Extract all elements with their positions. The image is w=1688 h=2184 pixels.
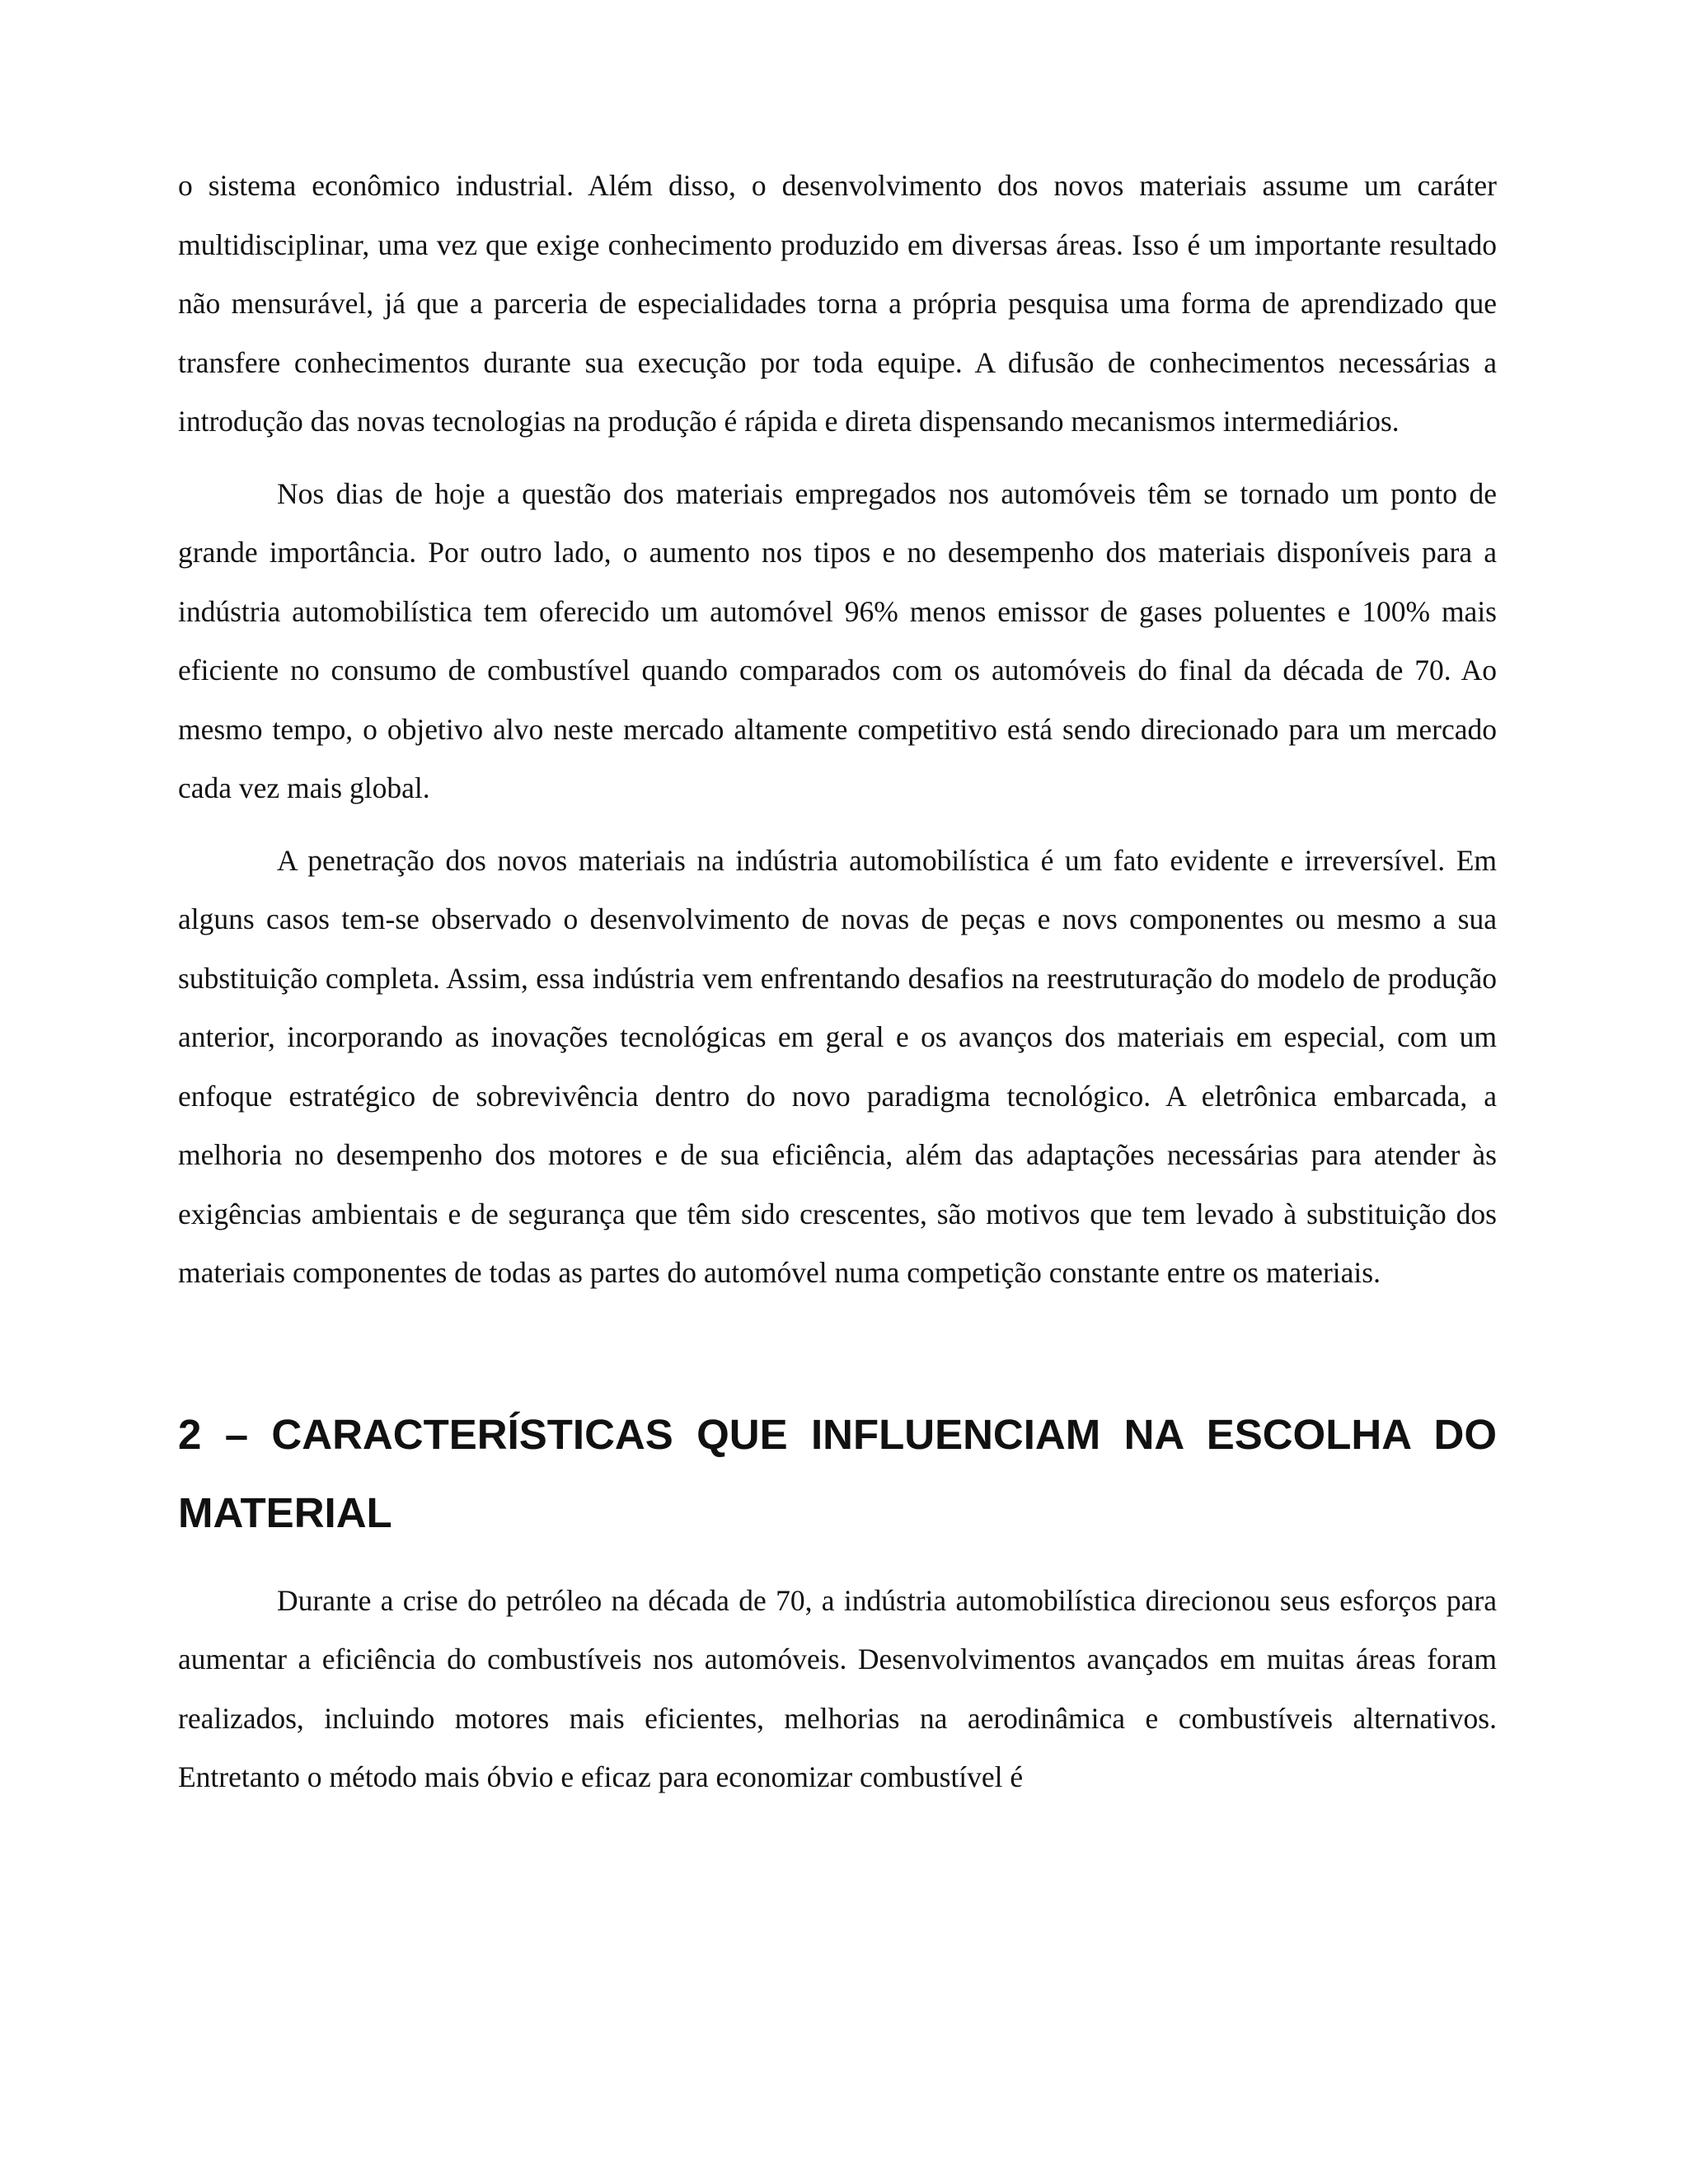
body-paragraph-2: Nos dias de hoje a questão dos materiais empregados nos automóveis têm se tornado um ponto de grande importância. Por outro lado, o aumento nos tipos e no desempenho dos materiais disponíveis para a indústria automobilística tem oferecido um automóvel 96% menos emissor de gases poluentes e 100% mais eficiente no consumo de combustível quando comparados com os automóveis do final da década de 70. Ao mesmo tempo, o objetivo alvo neste mercado altamente competitivo está sendo direcionado para um mercado cada vez mais global. — [178, 476, 1497, 804]
body-paragraph-3: A penetração dos novos materiais na indústria automobilística é um fato evidente e irreversível. Em alguns casos tem-se observado o desenvolvimento de novas de peças e novs componentes ou mesmo a sua substituição completa. Assim, essa indústria vem enfrentando desafios na reestruturação do modelo de produção anterior, incorporando as inovações tecnológicas em geral e os avanços dos materiais em especial, com um enfoque estratégico de sobrevivência dentro do novo paradigma tecnológico. A eletrônica embarcada, a melhoria no desempenho dos motores e de sua eficiência, além das adaptações necessárias para atender às exigências ambientais e de segurança que têm sido crescentes, são motivos que tem levado à substituição dos materiais componentes de todas as partes do automóvel numa competição constante entre os materiais. — [178, 843, 1497, 1289]
body-paragraph-1: o sistema econômico industrial. Além disso, o desenvolvimento dos novos materiais assume um caráter multidisciplinar, uma vez que exige conhecimento produzido em diversas áreas. Isso é um importante resultado não mensurável, já que a parceria de especialidades torna a própria pesquisa uma forma de aprendizado que transfere conhecimentos durante sua execução por toda equipe. A difusão de conhecimentos necessárias a introdução das novas tecnologias na produção é rápida e direta dispensando mecanismos intermediários. — [178, 169, 1497, 438]
body-paragraph-4: Durante a crise do petróleo na década de 70, a indústria automobilística direcionou seus esforços para aumentar a eficiência do combustíveis nos automóveis. Desenvolvimentos avançados em muitas áreas foram realizados, incluindo motores mais eficientes, melhorias na aerodinâmica e combustíveis alternativos. Entretanto o método mais óbvio e eficaz para economizar combustível é — [178, 1583, 1497, 1793]
section-heading: 2 – CARACTERÍSTICAS QUE INFLUENCIAM NA ESCOLHA DO MATERIAL — [178, 1410, 1497, 1536]
document-page — [178, 157, 1497, 1807]
